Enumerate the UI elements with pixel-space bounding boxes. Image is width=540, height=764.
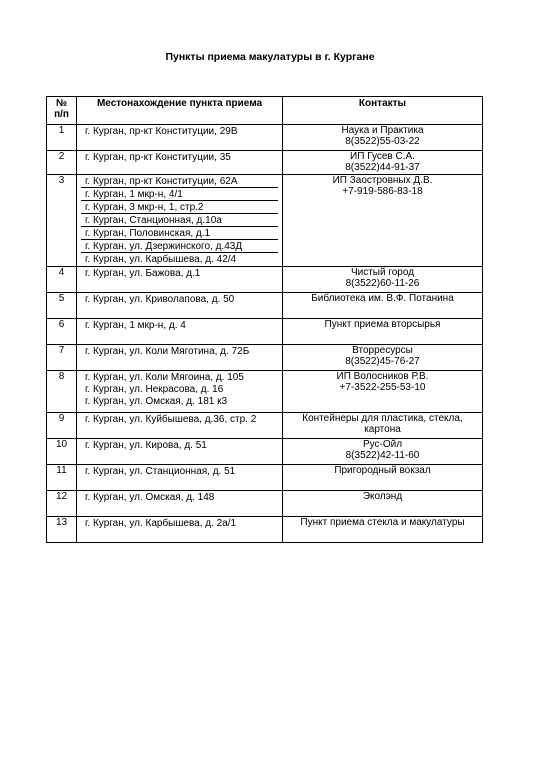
location-cell — [77, 491, 283, 517]
contacts-cell — [283, 517, 483, 543]
table-row — [47, 413, 483, 439]
address: г. Курган, ул. Омская, д. 148 — [85, 492, 215, 503]
contacts-cell — [283, 267, 483, 293]
contact-name: ИП Заостровных Д.В. — [332, 175, 433, 186]
address: г. Курган, ул. Коли Мяготина, д. 72Б — [85, 346, 250, 357]
address: г. Курган, пр-кт Конституции, 29В — [85, 126, 238, 137]
location-cell — [77, 439, 283, 465]
contacts-cell — [283, 465, 483, 491]
contact-name: Пункт приема вторсырья — [324, 319, 441, 330]
table-header-row — [47, 97, 483, 125]
table-row — [47, 371, 483, 413]
contacts-cell — [283, 125, 483, 151]
contact-name: Библиотека им. В.Ф. Потанина — [311, 293, 454, 304]
address: г. Курган, ул. Коли Мягоина, д. 105 — [85, 372, 244, 383]
contact-detail: картона — [364, 424, 401, 435]
location-cell — [77, 125, 283, 151]
location-cell — [77, 267, 283, 293]
contact-name: Пункт приема стекла и макулатуры — [300, 517, 465, 528]
contact-detail: 8(3522)60-11-26 — [345, 278, 420, 289]
contact-name: Вторресурсы — [352, 345, 413, 356]
row-number: 13 — [47, 517, 77, 543]
table-row — [47, 267, 483, 293]
contact-name: Чистый город — [350, 267, 415, 278]
location-cell — [77, 319, 283, 345]
address: г. Курган, 1 мкр-н, д. 4 — [85, 320, 186, 331]
contacts-cell — [283, 293, 483, 319]
address: г. Курган, ул. Омская, д. 181 к3 — [85, 396, 228, 407]
table-row — [47, 439, 483, 465]
contact-name: Контейнеры для пластика, стекла, — [302, 413, 463, 424]
row-number: 6 — [47, 319, 77, 345]
contact-name: ИП Гусев С.А. — [350, 151, 415, 162]
address: г. Курган, 3 мкр-н, 1, стр.2 — [81, 200, 278, 213]
contact-name: Наука и Практика — [341, 125, 424, 136]
contacts-cell — [283, 151, 483, 175]
location-cell — [77, 465, 283, 491]
location-cell — [77, 293, 283, 319]
row-number: 10 — [47, 439, 77, 465]
location-cell — [77, 517, 283, 543]
row-number: 1 — [47, 125, 77, 151]
address: г. Курган, пр-кт Конституции, 62А — [85, 176, 238, 187]
contact-detail: 8(3522)55-03-22 — [345, 136, 420, 147]
location-cell — [77, 371, 283, 413]
row-number: 7 — [47, 345, 77, 371]
address: г. Курган, ул. Карбышева, д. 2а/1 — [85, 518, 237, 529]
contact-name: Рус-Ойл — [362, 439, 403, 450]
row-number: 12 — [47, 491, 77, 517]
contacts-cell — [283, 439, 483, 465]
contact-name: Пригородный вокзал — [334, 465, 431, 476]
table-row — [47, 319, 483, 345]
location-cell — [77, 413, 283, 439]
contacts-cell — [283, 413, 483, 439]
row-number: 9 — [47, 413, 77, 439]
contact-name: Эколэнд — [362, 491, 403, 502]
location-cell — [77, 175, 283, 267]
row-number: 11 — [47, 465, 77, 491]
address: г. Курган, ул. Бажова, д.1 — [85, 268, 201, 279]
address: г. Курган, ул. Куйбышева, д.36, стр. 2 — [85, 414, 257, 425]
table-row — [47, 465, 483, 491]
address: г. Курган, Половинская, д.1 — [81, 226, 278, 239]
table-row — [47, 293, 483, 319]
table-row — [47, 517, 483, 543]
location-cell — [77, 151, 283, 175]
contacts-cell — [283, 491, 483, 517]
contacts-cell — [283, 345, 483, 371]
contacts-cell — [283, 175, 483, 267]
address: г. Курган, ул. Кирова, д. 51 — [85, 440, 207, 451]
table-row — [47, 151, 483, 175]
header-location: Местонахождение пункта приема — [77, 97, 283, 125]
collection-points-table — [46, 96, 483, 543]
row-number: 2 — [47, 151, 77, 175]
table-row — [47, 175, 483, 267]
contact-detail: 8(3522)42-11-60 — [345, 450, 420, 461]
table-row — [47, 125, 483, 151]
row-number: 8 — [47, 371, 77, 413]
header-contacts: Контакты — [283, 97, 483, 125]
table-row — [47, 345, 483, 371]
contact-detail: 8(3522)44-91-37 — [345, 162, 420, 173]
header-num: № п/п — [47, 97, 77, 125]
contact-detail: +7-3522-255-53-10 — [339, 382, 426, 393]
row-number: 5 — [47, 293, 77, 319]
row-number: 3 — [47, 175, 77, 267]
table-row — [47, 491, 483, 517]
contact-detail: +7-919-586-83-18 — [342, 186, 423, 197]
address: г. Курган, ул. Карбышева, д. 42/4 — [81, 252, 278, 265]
address: г. Курган, ул. Некрасова, д. 16 — [85, 384, 224, 395]
contact-name: ИП Волосников Р.В. — [336, 371, 429, 382]
contact-detail: 8(3522)45-76-27 — [345, 356, 420, 367]
address: г. Курган, пр-кт Конституции, 35 — [85, 152, 231, 163]
document-title: Пункты приема макулатуры в г. Кургане — [165, 51, 375, 63]
address: г. Курган, ул. Криволапова, д. 50 — [85, 294, 235, 305]
address: г. Курган, ул. Станционная, д. 51 — [85, 466, 236, 477]
location-cell — [77, 345, 283, 371]
address: г. Курган, ул. Дзержинского, д.43Д — [81, 239, 278, 252]
address: г. Курган, Станционная, д.10а — [81, 213, 278, 226]
row-number: 4 — [47, 267, 77, 293]
contacts-cell — [283, 371, 483, 413]
address: г. Курган, 1 мкр-н, 4/1 — [81, 187, 278, 200]
contacts-cell — [283, 319, 483, 345]
